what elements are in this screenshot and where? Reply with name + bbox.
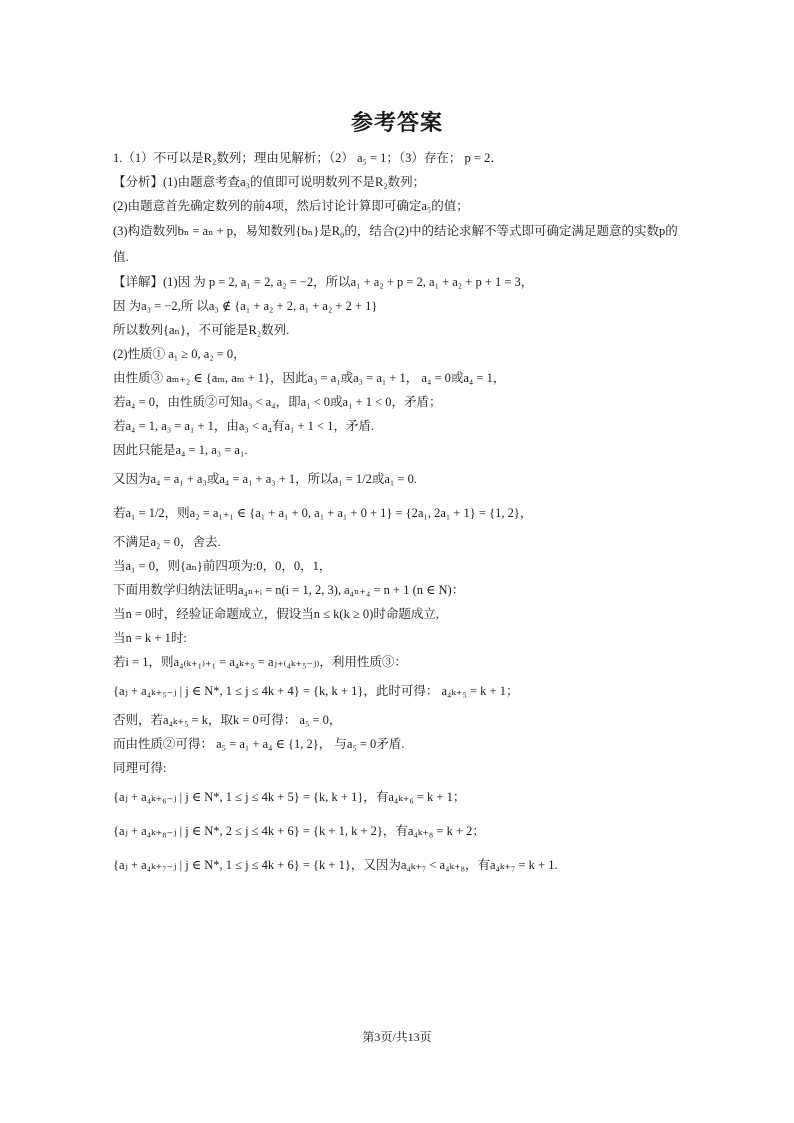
detail-line-13: 下面用数学归纳法证明a₄ₙ₊ᵢ = n(i = 1, 2, 3), a₄ₙ₊₄ = n + 1 (n ∈ N)： xyxy=(113,583,465,597)
detail-line-15: 当n = k + 1时: xyxy=(113,631,187,645)
detail-line-17: {aⱼ + a₄ₖ₊₅₋ⱼ | j ∈ N*, 1 ≤ j ≤ 4k + 4} = {k, k + 1}，此时可得： a₄ₖ₊₅ = k + 1； xyxy=(113,684,519,698)
detail-line-4: (2)性质① a₁ ≥ 0, a₂ = 0， xyxy=(113,347,246,361)
analysis-line-1: 【分析】(1)由题意考查a₃的值即可说明数列不是R₂数列； xyxy=(113,175,426,189)
page-footer: 第3页/共13页 xyxy=(362,1030,432,1044)
detail-line-6: 若a₄ = 0，由性质②可知a₃ < a₄，即a₁ < 0或a₁ + 1 < 0，矛盾； xyxy=(113,395,442,409)
detail-line-22: {aⱼ + a₄ₖ₊₈₋ⱼ | j ∈ N*, 2 ≤ j ≤ 4k + 6} = {k + 1, k + 2}，有a₄ₖ₊₈ = k + 2； xyxy=(113,824,485,838)
analysis-line-3: (3)构造数列bₙ = aₙ + p，易知数列{bₙ}是R₀的，结合(2)中的结论求解不等式即可确定满足题意的实数p的值. xyxy=(113,224,678,264)
detail-line-1: 【详解】(1)因 为 p = 2, a₁ = 2, a₂ = −2，所以a₁ + a₂ + p = 2, a₁ + a₂ + p + 1 = 3， xyxy=(113,275,534,289)
detail-line-19: 而由性质②可得： a₅ = a₁ + a₄ ∈ {1, 2}， 与a₅ = 0矛盾. xyxy=(113,737,405,751)
detail-line-16: 若i = 1，则a₄₍ₖ₊₁₎₊₁ = a₄ₖ₊₅ = aⱼ₊₍₄ₖ₊₅₋ⱼ₎，利用性质③： xyxy=(113,655,407,669)
detail-line-5: 由性质③ aₘ₊₂ ∈ {aₘ, aₘ + 1}，因此a₃ = a₁或a₃ = a₁ + 1， a₄ = 0或a₄ = 1， xyxy=(113,371,506,385)
analysis-line-2: (2)由题意首先确定数列的前4项，然后讨论计算即可确定a₅的值； xyxy=(113,199,469,213)
page-title: 参考答案 xyxy=(350,111,443,136)
detail-line-14: 当n = 0时，经验证命题成立，假设当n ≤ k(k ≥ 0)时命题成立, xyxy=(113,607,439,621)
detail-line-21: {aⱼ + a₄ₖ₊₆₋ⱼ | j ∈ N*, 1 ≤ j ≤ 4k + 5} = {k, k + 1}，有a₄ₖ₊₆ = k + 1； xyxy=(113,790,466,804)
detail-line-20: 同理可得: xyxy=(113,761,167,775)
detail-line-18: 否则，若a₄ₖ₊₅ = k，取k = 0可得： a₅ = 0， xyxy=(113,713,342,727)
detail-line-23: {aⱼ + a₄ₖ₊₇₋ⱼ | j ∈ N*, 1 ≤ j ≤ 4k + 6} = {k + 1}，又因为a₄ₖ₊₇ < a₄ₖ₊₈，有a₄ₖ₊₇ = k + 1. xyxy=(113,858,558,872)
detail-line-9: 又因为a₄ = a₁ + a₃或a₄ = a₁ + a₃ + 1，所以a₁ = 1/2或a₁ = 0. xyxy=(113,472,417,486)
detail-line-7: 若a₄ = 1, a₃ = a₁ + 1，由a₃ < a₄有a₁ + 1 < 1，矛盾. xyxy=(113,419,375,433)
detail-line-8: 因此只能是a₄ = 1, a₃ = a₁. xyxy=(113,443,248,457)
detail-line-12: 当a₁ = 0，则{aₙ}前四项为:0，0，0，1， xyxy=(113,559,332,573)
detail-line-3: 所以数列{aₙ}，不可能是R₂数列. xyxy=(113,323,290,337)
detail-line-10: 若a₁ = 1/2，则a₂ = a₁₊₁ ∈ {a₁ + a₁ + 0, a₁ + a₁ + 0 + 1} = {2a₁, 2a₁ + 1} = {1, 2}， xyxy=(113,506,533,520)
answer-body xyxy=(113,146,688,882)
detail-line-2: 因 为a₃ = −2,所 以a₃ ∉ {a₁ + a₂ + 2, a₁ + a₂ + 2 + 1} xyxy=(113,299,378,313)
detail-line-11: 不满足a₂ = 0，舍去. xyxy=(113,535,221,549)
answer-summary-line: 1.（1）不可以是R₂数列；理由见解析；（2） a₅ = 1；（3）存在； p = 2． xyxy=(113,151,503,165)
